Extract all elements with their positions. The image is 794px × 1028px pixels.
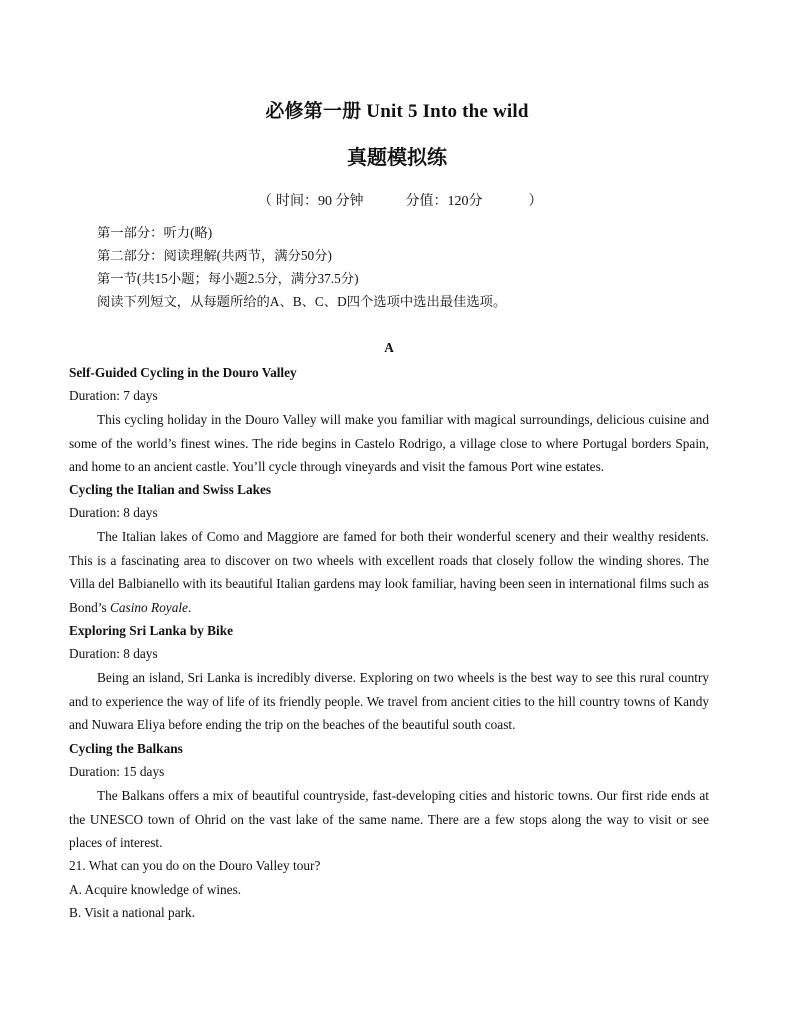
tour-heading: Cycling the Italian and Swiss Lakes: [69, 482, 272, 497]
tour-description: [69, 666, 709, 737]
tour-description-text: Being an island, Sri Lanka is incredibly diverse. Exploring on two wheels is the best way to see this rural country and to experience the way of life of its friendly people. We travel from ancient cities to the hill country towns of Kandy and Nuwara Eliya before ending the trip on the beaches of the beautiful south coast.: [69, 670, 709, 732]
tour-duration: Duration: 8 days: [69, 505, 158, 520]
tour-description: [69, 784, 709, 855]
meta-open-paren: （: [258, 194, 272, 209]
section1-label: 第一节(共15小题；每小题2.5分，满分37.5分): [97, 271, 359, 286]
tour-description: [69, 525, 709, 619]
instructions: 阅读下列短文，从每题所给的A、B、C、D四个选项中选出最佳选项。: [97, 294, 507, 309]
part1-label: 第一部分：听力(略): [97, 225, 213, 240]
tour-description-end: .: [187, 599, 192, 615]
tour-description: [69, 408, 709, 479]
document-title: 必修第一册 Unit 5 Into the wild: [265, 101, 529, 122]
tour-heading: Exploring Sri Lanka by Bike: [69, 623, 234, 638]
question-stem: 21. What can you do on the Douro Valley tour?: [69, 858, 321, 873]
exam-meta: [258, 190, 543, 210]
tour-description-text: The Italian lakes of Como and Maggiore are famed for both their wonderful scenery and their wealthy residents. This is a fascinating area to discover on two wheels with excellent roads that closely follow the winding shores. The Villa del Balbianello with its beautiful Italian gardens may look familiar, having been seen in international films such as Bond’s: [69, 529, 709, 615]
tour-duration: Duration: 15 days: [69, 764, 165, 779]
part2-label: 第二部分：阅读理解(共两节，满分50分): [97, 248, 332, 263]
tour-duration: Duration: 8 days: [69, 646, 158, 661]
question-option: A. Acquire knowledge of wines.: [69, 882, 242, 897]
tour-heading: Self-Guided Cycling in the Douro Valley: [69, 365, 297, 380]
document-subtitle: 真题模拟练: [347, 147, 447, 169]
exam-time: 时间：90 分钟: [276, 194, 364, 209]
tour-heading: Cycling the Balkans: [69, 741, 183, 756]
passage-label: A: [384, 340, 394, 355]
tour-duration: Duration: 7 days: [69, 388, 158, 403]
question-option: B. Visit a national park.: [69, 905, 195, 920]
tour-description-text: This cycling holiday in the Douro Valley will make you familiar with magical surroundings, delicious cuisine and some of the world’s finest wines. The ride begins in Castelo Rodrigo, a village close to where Portugal borders Spain, and home to an ancient castle. You’ll cycle through vineyards and visit the famous Port wine estates.: [69, 412, 709, 474]
meta-close-paren: ）: [528, 194, 543, 209]
tour-description-text: The Balkans offers a mix of beautiful countryside, fast-developing cities and historic towns. Our first ride ends at the UNESCO town of Ohrid on the vast lake of the same name. There are a few stops along the way to visit or see places of interest.: [69, 788, 709, 850]
film-title: Casino Royale: [110, 599, 188, 615]
exam-score: 分值：120分: [405, 194, 483, 209]
